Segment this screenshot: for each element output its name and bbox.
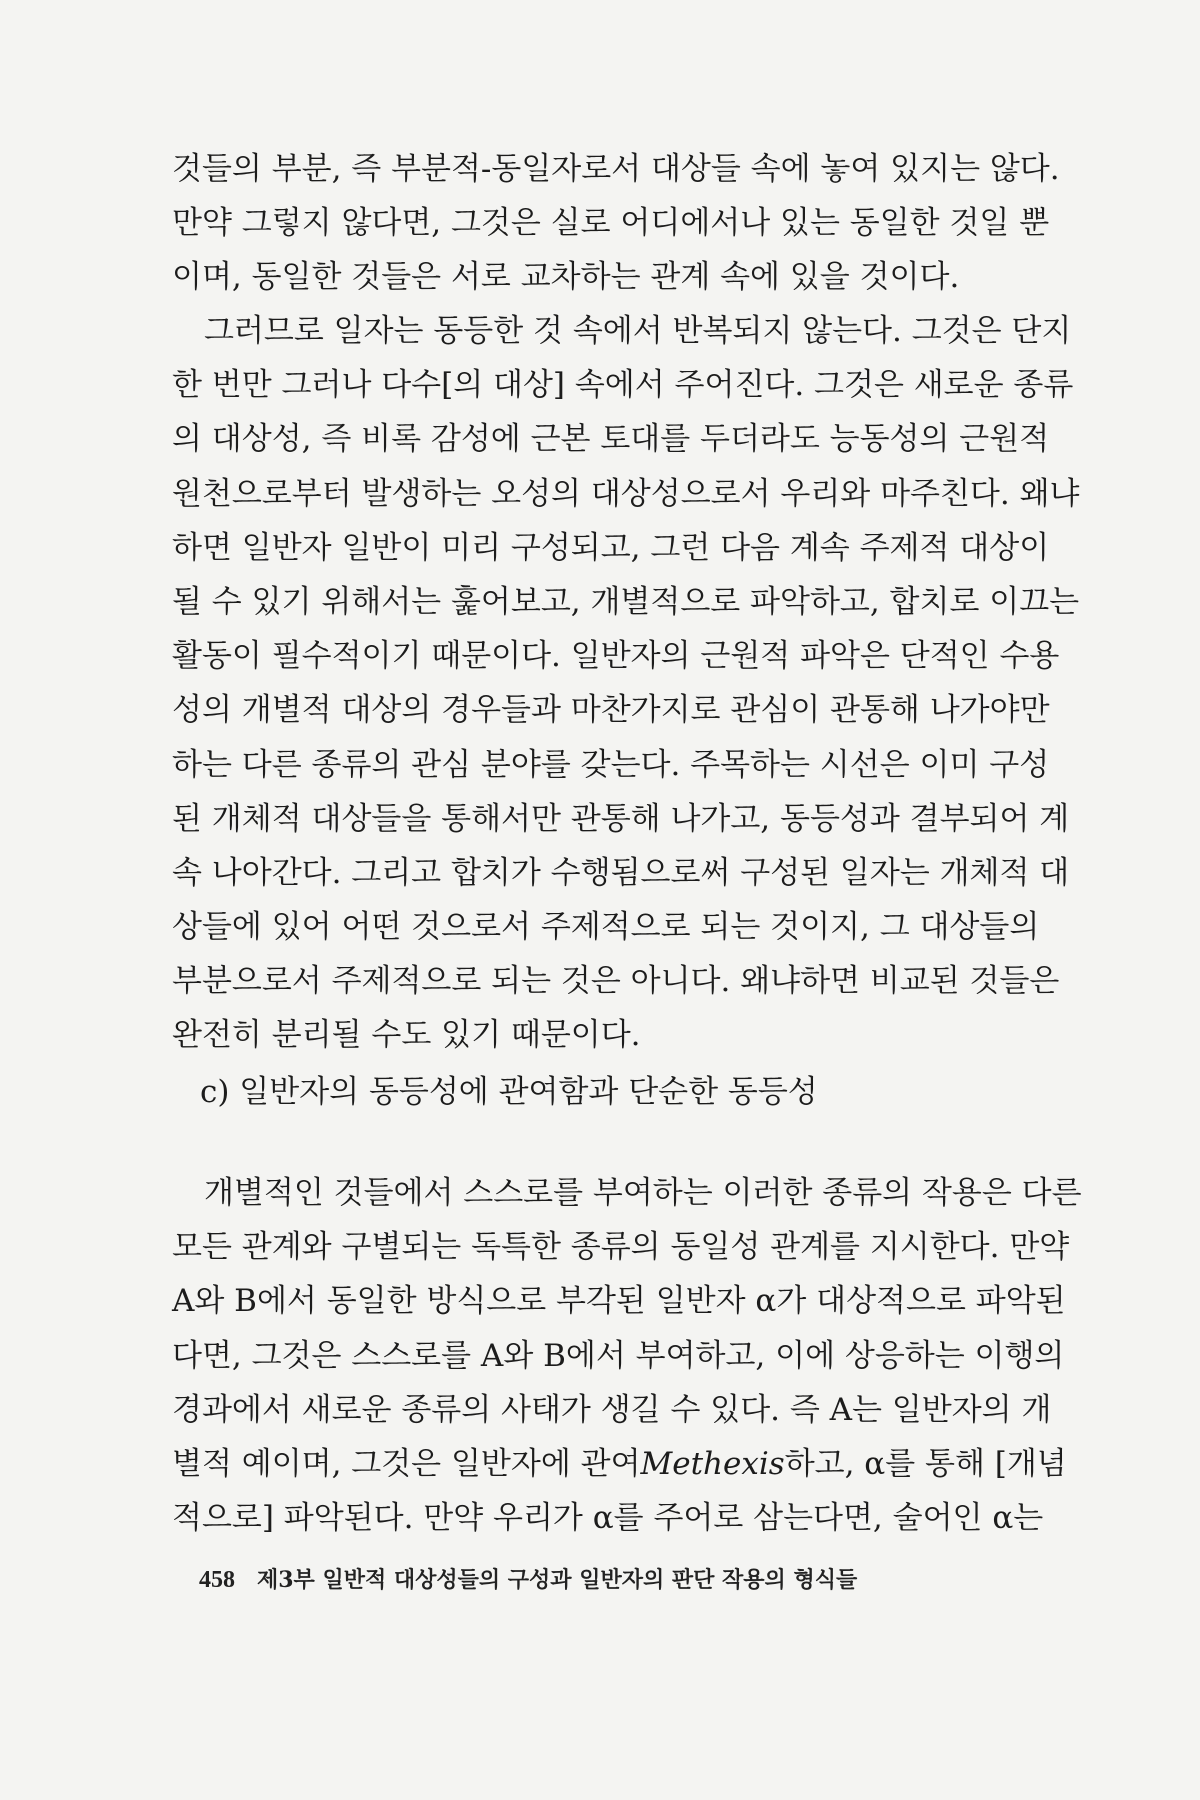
text-line: A와 B에서 동일한 방식으로 부각된 일반자 α가 대상적으로 파악된: [172, 1283, 1066, 1320]
text-line: 그러므로 일자는 동등한 것 속에서 반복되지 않는다. 그것은 단지: [204, 313, 1072, 349]
text-line: 개별적인 것들에서 스스로를 부여하는 이러한 종류의 작용은 다른: [204, 1175, 1082, 1211]
text-line: 경과에서 새로운 종류의 사태가 생길 수 있다. 즉 A는 일반자의 개: [172, 1391, 1052, 1428]
page-number: 458: [199, 1567, 235, 1593]
text-line: 된 개체적 대상들을 통해서만 관통해 나가고, 동등성과 결부되어 계: [172, 800, 1070, 837]
text-line: 속 나아간다. 그리고 합치가 수행됨으로써 구성된 일자는 개체적 대: [172, 854, 1070, 891]
text-line: 하는 다른 종류의 관심 분야를 갖는다. 주목하는 시선은 이미 구성: [172, 746, 1050, 783]
text-line: 될 수 있기 위해서는 훑어보고, 개별적으로 파악하고, 합치로 이끄는: [172, 583, 1080, 620]
text-line: 이며, 동일한 것들은 서로 교차하는 관계 속에 있을 것이다.: [172, 259, 960, 296]
text-line: 다면, 그것은 스스로를 A와 B에서 부여하고, 이에 상응하는 이행의: [172, 1337, 1065, 1374]
text-line: 활동이 필수적이기 때문이다. 일반자의 근원적 파악은 단적인 수용: [172, 638, 1060, 675]
text-line-with-term: [172, 1437, 1067, 1491]
running-head: 제3부 일반적 대상성들의 구성과 일반자의 판단 작용의 형식들: [257, 1567, 858, 1593]
text-line: 적으로] 파악된다. 만약 우리가 α를 주어로 삼는다면, 술어인 α는: [172, 1500, 1044, 1537]
text-line: 하면 일반자 일반이 미리 구성되고, 그런 다음 계속 주제적 대상이: [172, 529, 1050, 566]
paragraph-3: [172, 1166, 1082, 1545]
text-line: 부분으로서 주제적으로 되는 것은 아니다. 왜냐하면 비교된 것들은: [172, 963, 1060, 1000]
text-line: 상들에 있어 어떤 것으로서 주제적으로 되는 것이지, 그 대상들의: [172, 909, 1040, 946]
text-line: 성의 개별적 대상의 경우들과 마찬가지로 관심이 관통해 나가야만: [172, 692, 1050, 729]
text-line: 완전히 분리될 수도 있기 때문이다.: [172, 1017, 641, 1054]
text-line: 것들의 부분, 즉 부분적-동일자로서 대상들 속에 놓여 있지는 않다.: [172, 151, 1060, 187]
paragraph-1: [172, 142, 1060, 305]
text-line: 만약 그렇지 않다면, 그것은 실로 어디에서나 있는 동일한 것일 뿐: [172, 205, 1050, 242]
text-segment: 하고, α를 통해 [개념: [784, 1445, 1067, 1482]
text-segment: 별적 예이며, 그것은 일반자에 관여: [172, 1445, 641, 1482]
text-line: 한 번만 그러나 다수[의 대상] 속에서 주어진다. 그것은 새로운 종류: [172, 367, 1074, 404]
methexis-term: Methexis: [640, 1445, 785, 1482]
page-footer: [199, 1563, 857, 1594]
text-line: 의 대상성, 즉 비록 감성에 근본 토대를 두더라도 능동성의 근원적: [172, 421, 1050, 458]
section-heading: c) 일반자의 동등성에 관여함과 단순한 동등성: [200, 1074, 818, 1110]
paragraph-2: [172, 304, 1080, 1063]
text-line: 모든 관계와 구별되는 독특한 종류의 동일성 관계를 지시한다. 만약: [172, 1229, 1070, 1266]
text-line: 원천으로부터 발생하는 오성의 대상성으로서 우리와 마주친다. 왜냐: [172, 475, 1080, 512]
